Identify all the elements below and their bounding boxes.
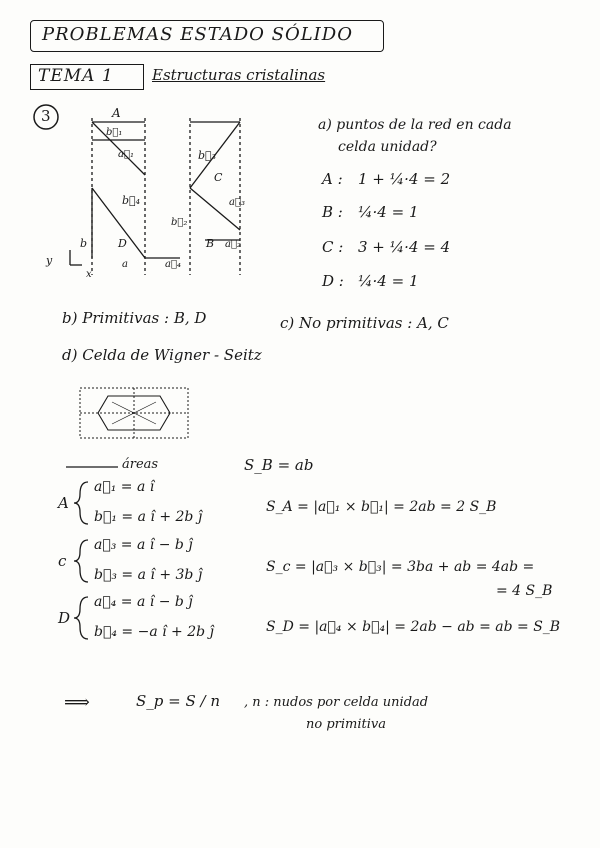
vec-A-label: A: [58, 494, 69, 512]
answer-A-expr: 1 + ¼·4 = 2: [358, 170, 451, 188]
answer-C-label: C :: [322, 238, 344, 256]
part-a-question-1: a) puntos de la red en cada: [318, 117, 512, 133]
fig-label-C: C: [214, 171, 223, 184]
answer-D-label: D :: [322, 272, 344, 290]
part-d-text: d) Celda de Wigner - Seitz: [62, 346, 262, 364]
fig-label-A: A: [112, 106, 121, 120]
vec-C-line2: b⃗₃ = a î + 3b ĵ: [94, 567, 203, 583]
brace-a: [74, 482, 88, 524]
fig-label-a4: a⃗₄: [165, 259, 181, 270]
lattice-figure: [70, 118, 240, 275]
wigner-seitz-figure: [80, 388, 188, 438]
brace-d: [74, 597, 88, 639]
fig-label-D: D: [118, 237, 127, 250]
base-area: S_B = ab: [244, 456, 314, 474]
part-c-text: c) No primitivas : A, C: [280, 314, 449, 332]
primitive-area-formula: S_p = S / n: [136, 692, 221, 710]
vec-D-label: D: [58, 609, 71, 627]
fig-label-y: y: [46, 254, 53, 267]
vec-C-area-cont: = 4 S_B: [496, 583, 553, 599]
part-b-text: b) Primitivas : B, D: [62, 309, 207, 327]
vec-D-line2: b⃗₄ = −a î + 2b ĵ: [94, 624, 214, 640]
brace-c: [74, 540, 88, 582]
vec-D-line1: a⃗₄ = a î − b ĵ: [94, 594, 193, 610]
vec-C-area: S_c = |a⃗₃ × b⃗₃| = 3ba + ab = 4ab =: [266, 559, 535, 575]
fig-label-b2: b⃗₂: [171, 217, 188, 228]
answer-A-label: A :: [322, 170, 343, 188]
problem-number: 3: [41, 107, 51, 125]
vec-C-line1: a⃗₃ = a î − b ĵ: [94, 537, 193, 553]
fig-label-x: x: [86, 269, 92, 280]
vec-D-area: S_D = |a⃗₄ × b⃗₄| = 2ab − ab = ab = S_B: [266, 619, 561, 635]
fig-label-b4: b⃗₄: [122, 194, 141, 207]
fig-label-b: b: [80, 237, 88, 250]
page-title: PROBLEMAS ESTADO SÓLIDO: [42, 24, 353, 45]
answer-B-label: B :: [322, 203, 343, 221]
answer-C-expr: 3 + ¼·4 = 4: [358, 238, 451, 256]
fig-label-b1: b⃗₁: [106, 127, 123, 138]
conclusion-note-1: , n : nudos por celda unidad: [244, 695, 429, 710]
implies-arrow: ⟹: [64, 692, 90, 713]
topic-name: Estructuras cristalinas: [152, 66, 326, 84]
conclusion-note-2: no primitiva: [306, 717, 386, 732]
vec-A-area: S_A = |a⃗₁ × b⃗₁| = 2ab = 2 S_B: [266, 499, 497, 515]
answer-B-expr: ¼·4 = 1: [358, 203, 419, 221]
fig-label-a1: a⃗₁: [118, 149, 134, 160]
fig-label-b3: b⃗₃: [198, 149, 217, 162]
vec-C-label: c: [58, 552, 67, 570]
vec-A-line2: b⃗₁ = a î + 2b ĵ: [94, 509, 203, 525]
part-a-question-2: celda unidad?: [338, 139, 437, 155]
fig-label-a: a: [122, 259, 128, 270]
fig-label-a3: a⃗₃: [229, 197, 245, 208]
areas-label: áreas: [122, 457, 159, 472]
fig-label-B: B: [206, 237, 215, 250]
topic-code: TEMA 1: [38, 66, 114, 86]
fig-label-a2: a⃗₂: [225, 239, 241, 250]
answer-D-expr: ¼·4 = 1: [358, 272, 419, 290]
vec-A-line1: a⃗₁ = a î: [94, 479, 155, 495]
